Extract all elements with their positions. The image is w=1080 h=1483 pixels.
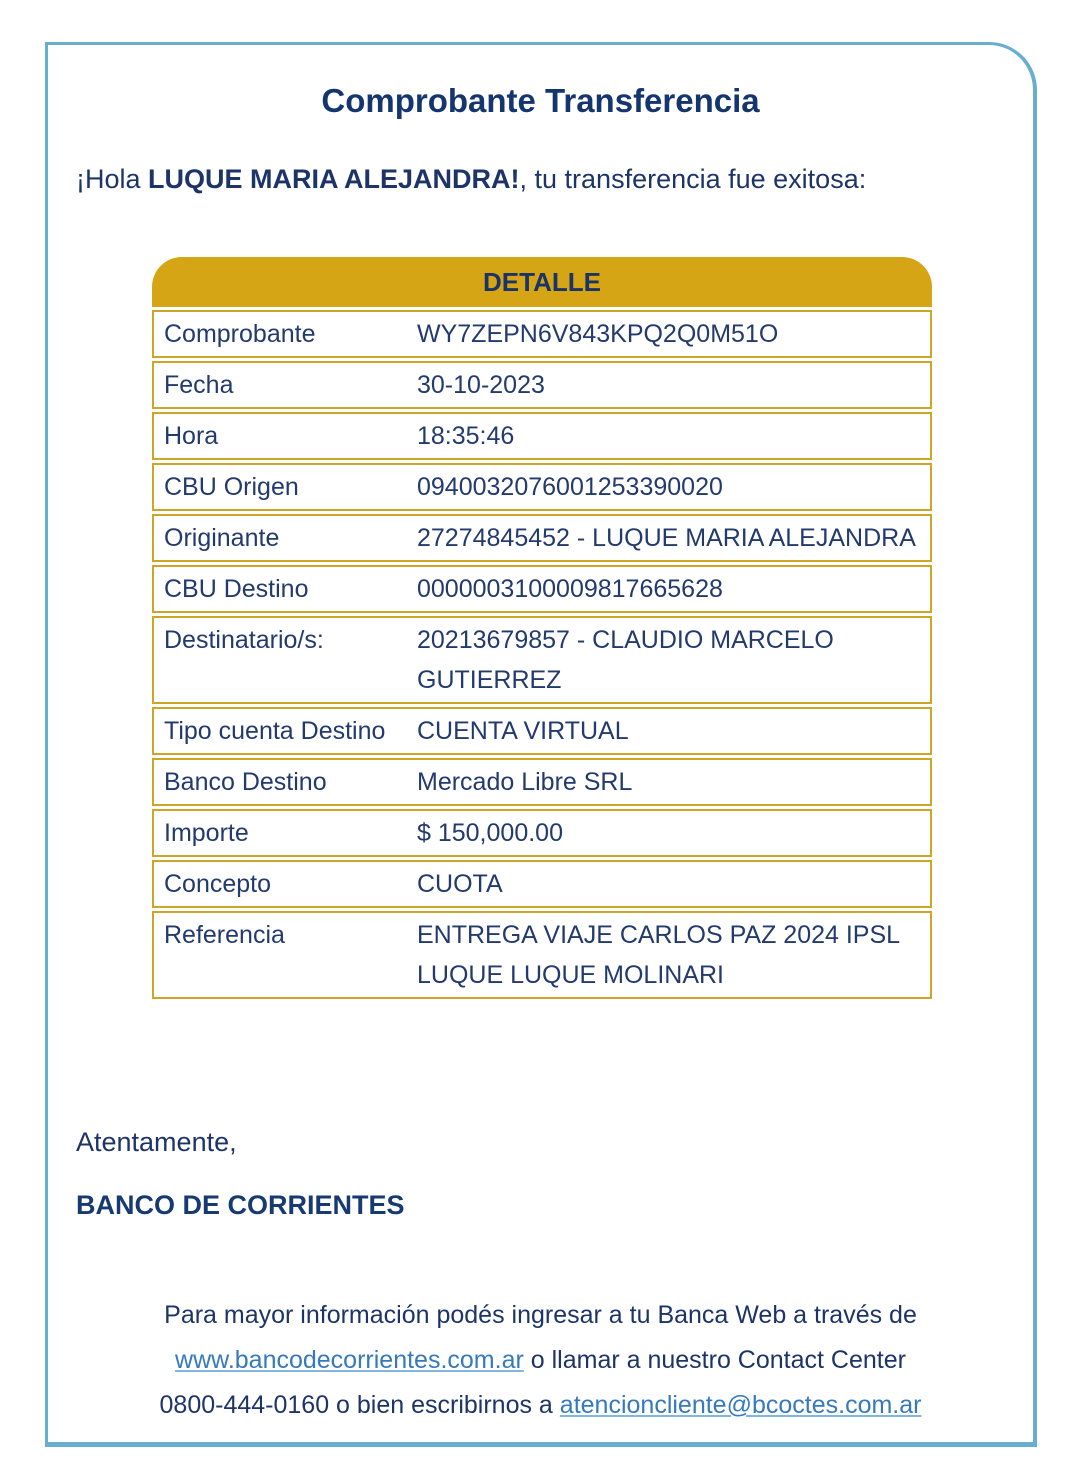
row-label: Referencia [164, 921, 285, 949]
email-link[interactable]: atencioncliente@bcoctes.com.ar [559, 1391, 922, 1419]
table-row [152, 565, 932, 613]
bank-name: BANCO DE CORRIENTES [76, 1190, 405, 1220]
detail-table-body [152, 310, 932, 999]
table-row [152, 310, 932, 358]
footer-phone-part: 0800-444-0160 o bien escribirnos a [159, 1391, 560, 1419]
row-value: 20213679857 - CLAUDIO MARCELO GUTIERREZ [417, 626, 834, 694]
row-value: WY7ZEPN6V843KPQ2Q0M51O [417, 320, 779, 348]
detail-table-header: DETALLE [152, 257, 932, 307]
table-row [152, 860, 932, 908]
row-value: CUOTA [417, 870, 503, 898]
row-label: Originante [164, 524, 280, 552]
row-label: Fecha [164, 371, 234, 399]
footer-line1: Para mayor información podés ingresar a tu Banca Web a través de [164, 1301, 917, 1329]
receipt-card [45, 42, 1037, 1447]
row-label: Banco Destino [164, 768, 327, 796]
row-label: CBU Destino [164, 575, 309, 603]
table-row [152, 809, 932, 857]
row-value: ENTREGA VIAJE CARLOS PAZ 2024 IPSL LUQUE LUQUE MOLINARI [417, 921, 900, 989]
row-label: CBU Origen [164, 473, 299, 501]
row-label: Destinatario/s: [164, 626, 324, 654]
row-value: 0000003100009817665628 [417, 575, 723, 603]
row-value: Mercado Libre SRL [417, 768, 633, 796]
footer-after-website: o llamar a nuestro Contact Center [523, 1346, 906, 1374]
greeting-prefix: ¡Hola [76, 164, 149, 194]
row-value: 18:35:46 [417, 422, 515, 450]
table-row [152, 616, 932, 704]
table-row [152, 361, 932, 409]
row-value: 0940032076001253390020 [417, 473, 723, 501]
website-link[interactable]: www.bancodecorrientes.com.ar [175, 1346, 524, 1374]
row-value: CUENTA VIRTUAL [417, 717, 629, 745]
row-value: 30-10-2023 [417, 371, 545, 399]
greeting-suffix: , tu transferencia fue exitosa: [519, 164, 867, 194]
closing-text: Atentamente, [76, 1127, 237, 1157]
table-row [152, 707, 932, 755]
table-row [152, 463, 932, 511]
row-label: Tipo cuenta Destino [164, 717, 386, 745]
row-label: Concepto [164, 870, 272, 898]
footer-note [111, 1293, 971, 1428]
table-row [152, 758, 932, 806]
page-title: Comprobante Transferencia [321, 82, 760, 119]
detail-table [152, 257, 932, 999]
table-row [152, 514, 932, 562]
row-label: Comprobante [164, 320, 316, 348]
greeting-line [76, 164, 1003, 195]
row-label: Importe [164, 819, 249, 847]
row-label: Hora [164, 422, 219, 450]
customer-name: LUQUE MARIA ALEJANDRA! [148, 164, 520, 194]
row-value: 27274845452 - LUQUE MARIA ALEJANDRA [417, 524, 916, 552]
table-row [152, 911, 932, 999]
row-value: $ 150,000.00 [417, 819, 563, 847]
table-row [152, 412, 932, 460]
